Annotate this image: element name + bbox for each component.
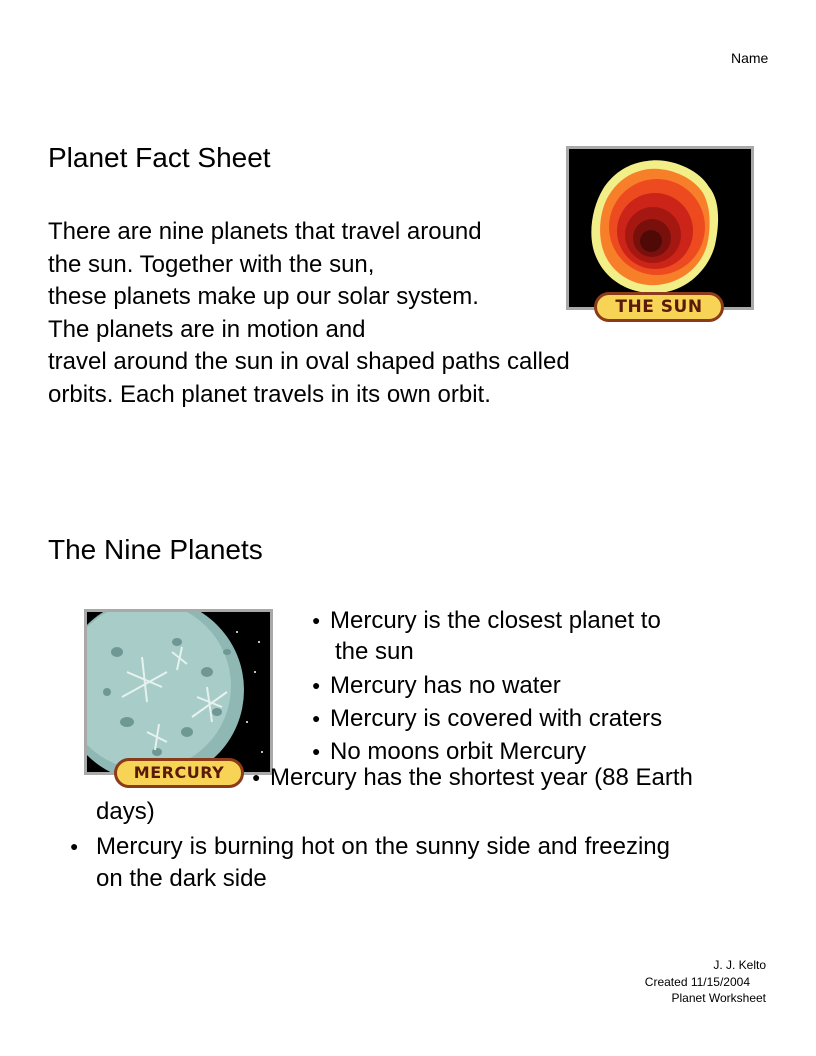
bullet-icon: ● <box>70 837 79 854</box>
fact-text: Mercury has no water <box>330 672 561 699</box>
mercury-badge: MERCURY <box>114 758 244 788</box>
intro-line: orbits. Each planet travels in its own orbit. <box>48 380 491 408</box>
fact-text: Mercury is covered with craters <box>330 705 663 732</box>
fact-continuation: days) <box>96 798 155 825</box>
fact-text: No moons orbit Mercury <box>330 738 587 765</box>
bullet-icon: ● <box>252 768 261 785</box>
bullet-icon: ● <box>312 611 321 628</box>
fact-item <box>312 703 662 736</box>
intro-line: The planets are in motion and <box>48 315 366 343</box>
sun-image <box>566 146 754 310</box>
intro-line: There are nine planets that travel around <box>48 218 482 245</box>
bullet-icon: ● <box>312 709 321 726</box>
name-label: Name <box>731 50 769 66</box>
bullet-icon: ● <box>312 676 321 693</box>
sun-illustration <box>569 149 751 307</box>
bullet-icon: ● <box>312 742 321 759</box>
footer-credits <box>645 957 766 1007</box>
footer-author: J. J. Kelto <box>713 958 766 972</box>
mercury-illustration <box>87 612 270 772</box>
section-title: The Nine Planets <box>48 534 263 565</box>
fact-item <box>70 831 88 864</box>
intro-line: travel around the sun in oval shaped paths called <box>48 348 570 375</box>
intro-paragraph <box>48 216 570 411</box>
footer-created: Created 11/15/2004 <box>644 974 750 989</box>
intro-line: these planets make up our solar system. <box>48 283 479 310</box>
fact-text: Mercury is burning hot on the sunny side and freezing on the dark side <box>96 833 670 892</box>
fact-item <box>312 605 661 638</box>
fact-text: Mercury has the shortest year (88 Earth <box>270 764 693 791</box>
footer-doc: Planet Worksheet <box>671 991 766 1005</box>
fact-item <box>312 670 561 703</box>
fact-text: Mercury is the closest planet to <box>330 607 661 634</box>
page-title: Planet Fact Sheet <box>48 142 271 173</box>
sun-badge: THE SUN <box>594 292 724 322</box>
fact-continuation: the sun <box>335 638 414 665</box>
fact-item <box>252 762 693 795</box>
intro-line: the sun. Together with the sun, <box>48 250 375 278</box>
mercury-image <box>84 609 273 775</box>
